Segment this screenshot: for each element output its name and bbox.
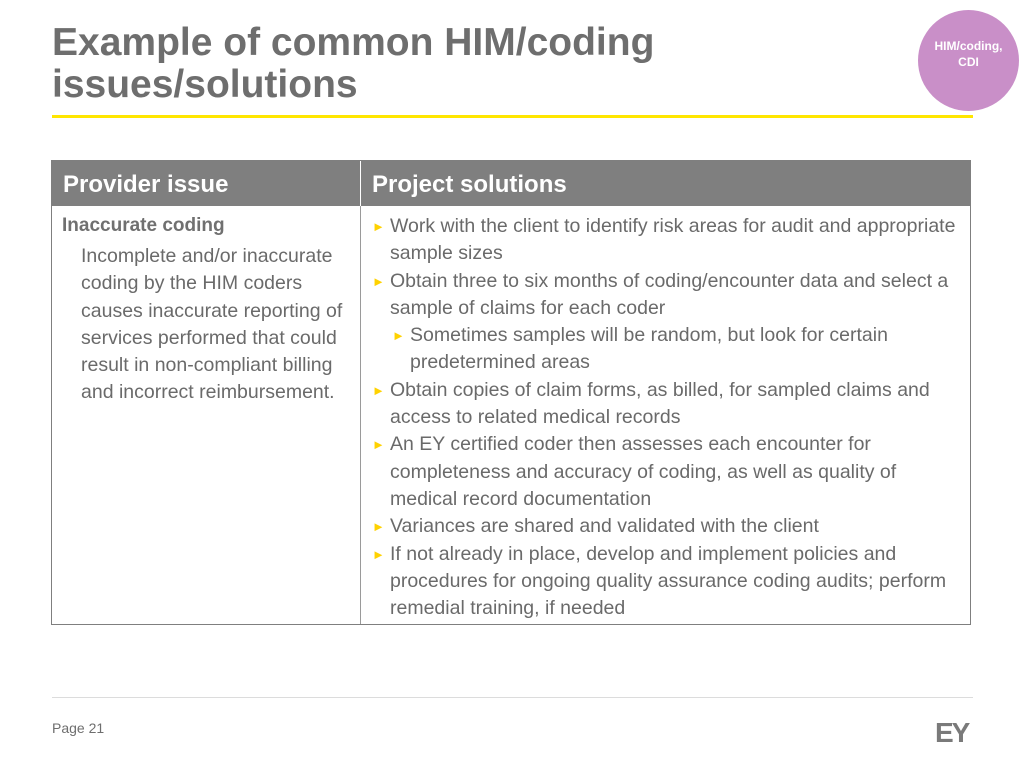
solution-item (370, 377, 965, 432)
solution-sub-item (370, 322, 965, 377)
topic-badge (918, 10, 1019, 111)
header-project-solutions: Project solutions (372, 171, 567, 198)
page-number: Page 21 (52, 720, 105, 736)
solution-text: Obtain copies of claim forms, as billed, for sampled claims and access to related medical records (390, 378, 930, 429)
slide-title (52, 22, 772, 106)
issue-title: Inaccurate coding (62, 215, 225, 236)
solution-item (370, 513, 965, 540)
solution-item (370, 431, 965, 513)
table-header-row (52, 161, 970, 206)
triangle-right-icon: ► (372, 273, 385, 289)
solution-text: Variances are shared and validated with the client (390, 515, 819, 538)
solution-item (370, 268, 965, 323)
triangle-right-icon: ► (372, 437, 385, 453)
title-underline (52, 115, 973, 118)
topic-badge-line-1: HIM/coding, (934, 38, 1003, 53)
header-divider (360, 161, 361, 206)
column-divider (360, 161, 361, 624)
solution-text: Sometimes samples will be random, but look for certain predetermined areas (410, 324, 888, 374)
solution-text: An EY certified coder then assesses each encounter for completeness and accuracy of coding, as well as quality of medical record documentation (390, 433, 897, 510)
solution-text: Work with the client to identify risk areas for audit and appropriate sample sizes (390, 215, 956, 265)
triangle-right-icon: ► (372, 546, 385, 562)
ey-logo: EY (935, 717, 969, 748)
slide-title-line-1: Example of common HIM/coding (52, 21, 655, 64)
solution-text: Obtain three to six months of coding/encounter data and select a sample of claims for each coder (390, 269, 949, 319)
slide-title-line-2: issues/solutions (52, 63, 358, 106)
solution-text: If not already in place, develop and implement policies and procedures for ongoing quality assurance coding audits; perform remedial training, if needed (390, 542, 947, 620)
triangle-right-icon: ► (372, 519, 385, 535)
triangle-right-icon: ► (372, 382, 385, 398)
solution-item (370, 541, 965, 623)
topic-badge-line-2: CDI (958, 54, 979, 69)
footer-divider (52, 697, 973, 698)
header-provider-issue: Provider issue (63, 171, 229, 198)
triangle-right-icon: ► (392, 328, 405, 344)
solution-item (370, 213, 965, 268)
issue-description: Incomplete and/or inaccurate coding by the HIM coders causes inaccurate reporting of services performed that could result in non-compliant billing and incorrect reimbursement. (81, 245, 343, 404)
provider-issue-cell (62, 214, 352, 407)
solutions-list (370, 213, 965, 622)
issue-solution-table (51, 160, 971, 625)
triangle-right-icon: ► (372, 219, 385, 234)
